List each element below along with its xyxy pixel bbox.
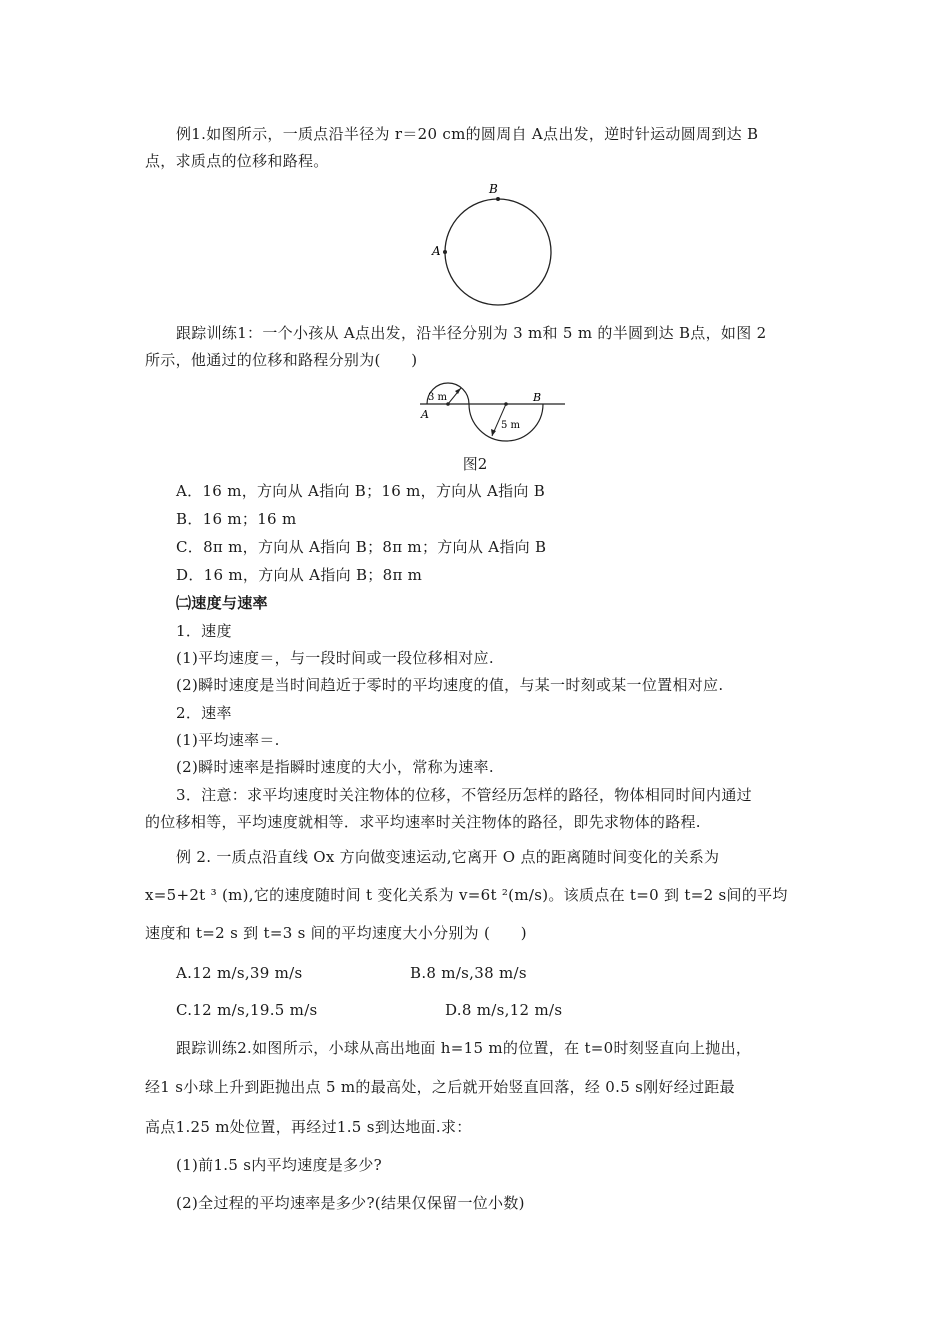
section-heading: ㈡速度与速率 bbox=[176, 594, 268, 612]
item3-line2: 的位移相等，平均速度就相等．求平均速率时关注物体的路径，即先求物体的路程. bbox=[145, 813, 701, 831]
example2-line2: x=5+2t ³ (m),它的速度随时间 t 变化关系为 v=6t ²(m/s)。该质点在 t=0 到 t=2 s间的平均 bbox=[145, 886, 788, 904]
point-a-label: A bbox=[432, 244, 441, 258]
figure-caption: 图2 bbox=[462, 455, 488, 473]
training1-line1: 跟踪训练1：一个小孩从 A点出发，沿半径分别为 3 m和 5 m 的半圆到达 B点，如图 2 bbox=[176, 324, 767, 342]
example2-option-a: A.12 m/s,39 m/s bbox=[176, 964, 303, 982]
item2-p1: (1)平均速率＝. bbox=[176, 731, 280, 749]
circle-path bbox=[445, 199, 551, 305]
example2-line3: 速度和 t=2 s 到 t=3 s 间的平均速度大小分别为 ( ) bbox=[145, 924, 527, 942]
training1-line2: 所示，他通过的位移和路程分别为( ) bbox=[145, 351, 418, 369]
circle-figure bbox=[420, 178, 570, 308]
training2-line2: 经1 s小球上升到距抛出点 5 m的最高处，之后就开始竖直回落，经 0.5 s刚好经过距最 bbox=[145, 1078, 735, 1096]
training2-q2: (2)全过程的平均速率是多少?(结果仅保留一位小数) bbox=[176, 1194, 525, 1212]
point-b-label: B bbox=[489, 182, 498, 196]
point-b-label: B bbox=[533, 391, 542, 404]
large-radius-label: 5 m bbox=[501, 420, 521, 431]
item1-title: 1．速度 bbox=[176, 622, 232, 640]
item2-p2: (2)瞬时速率是指瞬时速度的大小，常称为速率. bbox=[176, 758, 494, 776]
option-d: D．16 m，方向从 A指向 B；8π m bbox=[176, 566, 423, 584]
option-c: C．8π m，方向从 A指向 B；8π m；方向从 A指向 B bbox=[176, 538, 547, 556]
small-radius-label: 3 m bbox=[428, 392, 448, 403]
training2-line1: 跟踪训练2.如图所示，小球从高出地面 h=15 m的位置，在 t=0时刻竖直向上抛出， bbox=[176, 1039, 752, 1057]
option-a: A．16 m，方向从 A指向 B；16 m，方向从 A指向 B bbox=[176, 482, 546, 500]
semicircle-figure bbox=[415, 378, 570, 443]
example2-option-b: B.8 m/s,38 m/s bbox=[410, 964, 527, 982]
example1-line2: 点，求质点的位移和路程。 bbox=[145, 152, 329, 170]
training2-line3: 高点1.25 m处位置，再经过1.5 s到达地面.求： bbox=[145, 1118, 472, 1136]
point-b-dot bbox=[496, 197, 500, 201]
training2-q1: (1)前1.5 s内平均速度是多少? bbox=[176, 1156, 383, 1174]
item1-p2: (2)瞬时速度是当时间趋近于零时的平均速度的值，与某一时刻或某一位置相对应. bbox=[176, 676, 724, 694]
example2-line1: 例 2. 一质点沿直线 Ox 方向做变速运动,它离开 O 点的距离随时间变化的关系为 bbox=[176, 848, 720, 866]
point-a-dot bbox=[443, 250, 447, 254]
example2-option-d: D.8 m/s,12 m/s bbox=[445, 1001, 563, 1019]
item1-p1: (1)平均速度＝，与一段时间或一段位移相对应. bbox=[176, 649, 494, 667]
point-a-label: A bbox=[421, 408, 429, 421]
example1-line1: 例1.如图所示，一质点沿半径为 r＝20 cm的圆周自 A点出发，逆时针运动圆周到达 B bbox=[176, 125, 759, 143]
item3-line1: 3．注意：求平均速度时关注物体的位移，不管经历怎样的路径，物体相同时间内通过 bbox=[176, 786, 752, 804]
item2-title: 2．速率 bbox=[176, 704, 232, 722]
option-b: B．16 m；16 m bbox=[176, 510, 297, 528]
example2-option-c: C.12 m/s,19.5 m/s bbox=[176, 1001, 318, 1019]
